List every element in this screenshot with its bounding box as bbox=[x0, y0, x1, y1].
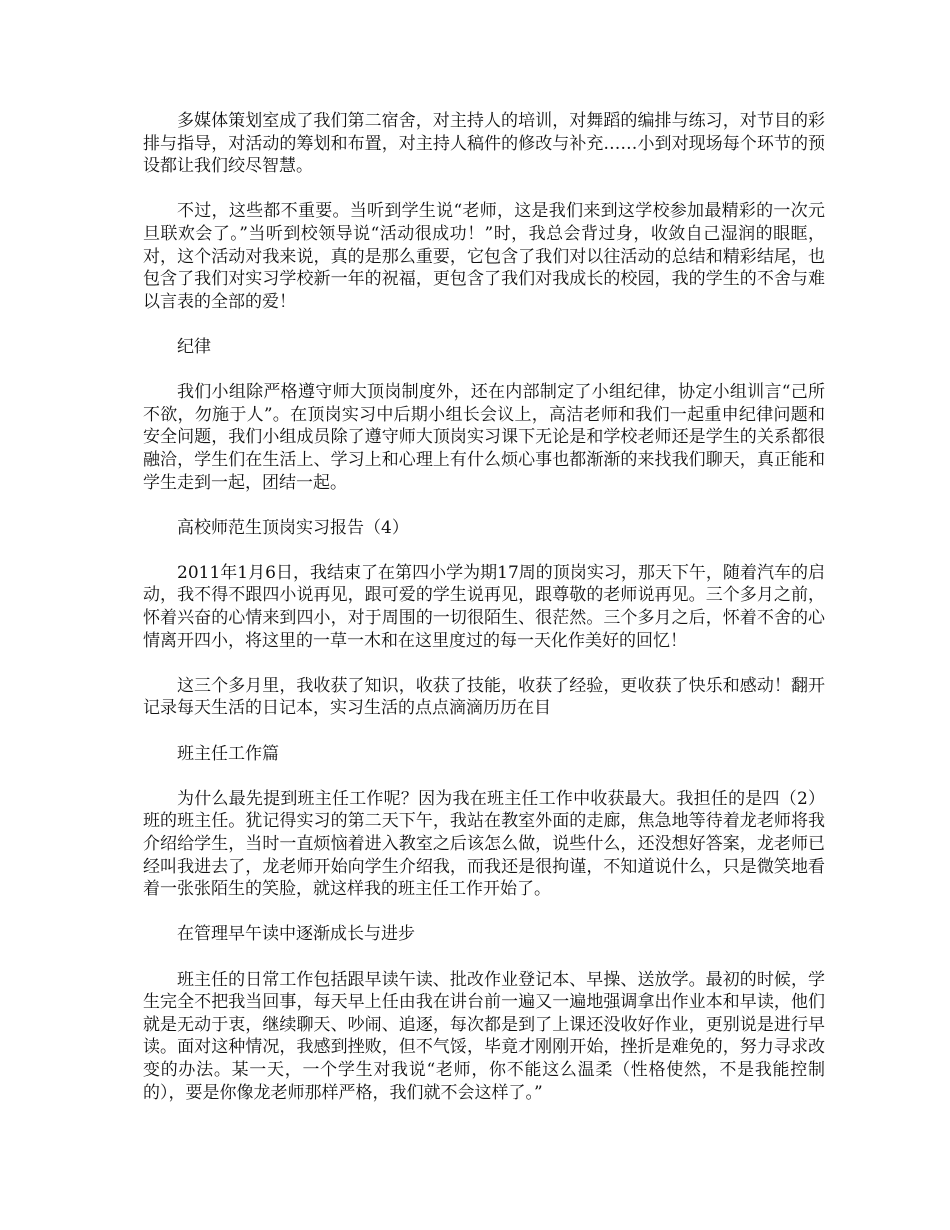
paragraph-discipline: 我们小组除严格遵守师大顶岗制度外，还在内部制定了小组纪律，协定小组训言“己所不欲，勿施于人”。在顶岗实习中后期小组长会议上，高洁老师和我们一起重申纪律问题和安全问题，我们小组成员除了遵守师大顶岗实习课下无论是和学校老师还是学生的关系都很融洽，学生们在生活上、学习上和心理上有什么烦心事也都渐渐的来找我们聊天，真正能和学生走到一起，团结一起。 bbox=[143, 382, 825, 493]
section-heading-report-4: 高校师范生顶岗实习报告（4） bbox=[177, 517, 409, 538]
paragraph-internship-end: 2011年1月6日，我结束了在第四小学为期17周的顶岗实习，那天下午，随着汽车的启动，我不得不跟四小说再见，跟可爱的学生说再见，跟尊敬的老师说再见。三个多月之前，怀着兴奋的心情来到四小，对于周围的一切很陌生、很茫然。三个多月之后，怀着不舍的心情离开四小，将这里的一草一木和在这里度过的每一天化作美好的回忆！ bbox=[143, 562, 825, 651]
section-heading-morning-reading: 在管理早午读中逐渐成长与进步 bbox=[177, 924, 415, 945]
paragraph-head-teacher-work: 为什么最先提到班主任工作呢？因为我在班主任工作中收获最大。我担任的是四（2）班的班主任。犹记得实习的第二天下午，我站在教室外面的走廊，焦急地等待着龙老师将我介绍给学生，当时一直烦恼着进入教室之后该怎么做，说些什么，还没想好答案，龙老师已经叫我进去了，龙老师开始向学生介绍我，而我还是很拘谨，不知道说什么，只是微笑地看着一张张陌生的笑脸，就这样我的班主任工作开始了。 bbox=[143, 788, 825, 900]
paragraph-new-year-party: 不过，这些都不重要。当听到学生说“老师，这是我们来到这学校参加最精彩的一次元旦联欢会了。”当听到校领导说“活动很成功！”时，我总会背过身，收敛自己湿润的眼眶，对，这个活动对我来说，真的是那么重要，它包含了我们对以往活动的总结和精彩结尾，也包含了我们对实习学校新一年的祝福，更包含了我们对我成长的校园，我的学生的不舍与难以言表的全部的爱！ bbox=[143, 201, 825, 312]
paragraph-media-room: 多媒体策划室成了我们第二宿舍，对主持人的培训，对舞蹈的编排与练习，对节目的彩排与指导，对活动的筹划和布置，对主持人稿件的修改与补充……小到对现场每个环节的预设都让我们绞尽智慧。 bbox=[143, 111, 825, 177]
paragraph-harvest: 这三个多月里，我收获了知识，收获了技能，收获了经验，更收获了快乐和感动！翻开记录每天生活的日记本，实习生活的点点滴滴历历在目 bbox=[143, 675, 825, 719]
document-page bbox=[143, 110, 825, 1127]
section-heading-head-teacher: 班主任工作篇 bbox=[177, 743, 279, 764]
section-heading-discipline: 纪律 bbox=[177, 336, 211, 357]
paragraph-daily-work: 班主任的日常工作包括跟早读午读、批改作业登记本、早操、送放学。最初的时候，学生完全不把我当回事，每天早上任由我在讲台前一遍又一遍地强调拿出作业本和早读，他们就是无动于衷，继续聊天、吵闹、追逐，每次都是到了上课还没收好作业，更别说是进行早读。面对这种情况，我感到挫败，但不气馁，毕竟才刚刚开始，挫折是难免的，努力寻求改变的办法。某一天，一个学生对我说“老师，你不能这么温柔（性格使然，不是我能控制的），要是你像龙老师那样严格，我们就不会这样了。” bbox=[143, 969, 825, 1103]
